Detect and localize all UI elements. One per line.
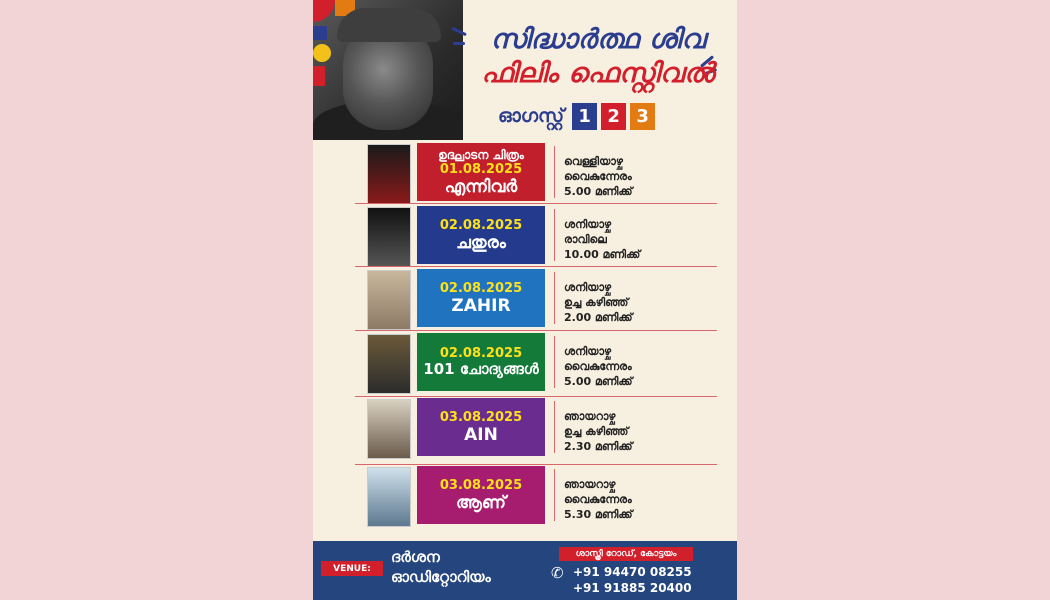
day-box-3: 3	[630, 103, 655, 130]
phone-number-1: +91 94470 08255	[573, 565, 692, 579]
festival-dates	[498, 102, 655, 130]
timing-line: ശനിയാഴ്ച	[564, 218, 612, 231]
venue-name-line1: ദർശന	[391, 548, 440, 566]
film-title-box	[417, 143, 545, 201]
film-date: 03.08.2025	[439, 409, 523, 425]
row-divider	[355, 266, 717, 267]
row-separator	[554, 401, 555, 453]
row-divider	[355, 464, 717, 465]
timing-line: ശനിയാഴ്ച	[564, 281, 612, 294]
row-divider	[355, 330, 717, 331]
film-date: 02.08.2025	[439, 217, 523, 233]
timing-line: വൈകുന്നേരം	[564, 360, 632, 373]
film-name: 101 ചോദ്യങ്ങൾ	[423, 360, 539, 378]
contact-phones	[573, 564, 692, 596]
row-separator	[554, 209, 555, 261]
timing-line: വെള്ളിയാഴ്ച	[564, 155, 623, 168]
film-timing	[564, 280, 724, 325]
film-date: 02.08.2025	[439, 280, 523, 296]
film-poster-thumbnail	[367, 467, 411, 527]
timing-line: ഞായറാഴ്ച	[564, 410, 616, 423]
timing-line: 5.00 മണിക്ക്	[564, 185, 633, 198]
poster-header	[313, 0, 737, 140]
timing-line: 5.30 മണിക്ക്	[564, 508, 633, 521]
phone-number-2: +91 91885 20400	[573, 581, 692, 595]
film-name: ആണ്	[456, 492, 506, 513]
film-timing	[564, 477, 724, 522]
timing-line: 2.00 മണിക്ക്	[564, 311, 633, 324]
film-name: AIN	[464, 424, 498, 445]
row-separator	[554, 336, 555, 388]
timing-line: വൈകുന്നേരം	[564, 170, 632, 183]
film-row	[313, 142, 737, 205]
film-timing	[564, 154, 724, 199]
row-separator	[554, 469, 555, 521]
film-row	[313, 465, 737, 528]
timing-line: ഉച്ച കഴിഞ്ഞ്	[564, 425, 629, 438]
row-separator	[554, 146, 555, 198]
film-timing	[564, 409, 724, 454]
timing-line: രാവിലെ	[564, 233, 607, 246]
film-row	[313, 268, 737, 331]
film-title-box	[417, 333, 545, 391]
film-date: 01.08.2025	[439, 161, 523, 177]
row-divider	[355, 396, 717, 397]
film-row	[313, 205, 737, 268]
film-title-box	[417, 206, 545, 264]
film-row	[313, 397, 737, 460]
day-box-2: 2	[601, 103, 626, 130]
festival-title-line1: സിദ്ധാർത്ഥ ശിവ	[490, 24, 706, 55]
decor-shape	[313, 26, 327, 40]
film-timing	[564, 217, 724, 262]
film-title-box	[417, 398, 545, 456]
film-poster-thumbnail	[367, 207, 411, 267]
timing-line: വൈകുന്നേരം	[564, 493, 632, 506]
venue-footer	[313, 541, 737, 600]
festival-title-line2: ഫിലിം ഫെസ്റ്റിവൽ	[481, 58, 715, 89]
decor-shape	[313, 0, 335, 22]
photo-cap	[337, 8, 441, 42]
venue-address: ശാസ്ത്രി റോഡ്, കോട്ടയം	[559, 547, 693, 561]
timing-line: ശനിയാഴ്ച	[564, 345, 612, 358]
film-name: എന്നിവർ	[444, 176, 518, 197]
festival-poster	[313, 0, 737, 600]
film-poster-thumbnail	[367, 334, 411, 394]
decor-shape	[313, 44, 331, 62]
film-tagline: ഉദ്ഘാടന ചിത്രം	[438, 147, 524, 162]
film-row	[313, 332, 737, 395]
film-name: ZAHIR	[451, 295, 511, 316]
decor-shape	[313, 66, 325, 86]
film-timing	[564, 344, 724, 389]
director-photo	[313, 0, 463, 140]
timing-line: ഞായറാഴ്ച	[564, 478, 616, 491]
film-poster-thumbnail	[367, 399, 411, 459]
film-title-box	[417, 269, 545, 327]
film-name: ചതുരം	[456, 232, 506, 253]
film-title-box	[417, 466, 545, 524]
timing-line: ഉച്ച കഴിഞ്ഞ്	[564, 296, 629, 309]
timing-line: 2.30 മണിക്ക്	[564, 440, 633, 453]
film-date: 02.08.2025	[439, 346, 523, 361]
venue-name	[391, 547, 551, 587]
venue-label: VENUE:	[321, 561, 383, 576]
row-separator	[554, 272, 555, 324]
timing-line: 10.00 മണിക്ക്	[564, 248, 641, 261]
row-divider	[355, 203, 717, 204]
timing-line: 5.00 മണിക്ക്	[564, 375, 633, 388]
venue-name-line2: ഓഡിറ്റോറിയം	[391, 568, 491, 586]
phone-icon: ✆	[551, 564, 564, 582]
day-box-1: 1	[572, 103, 597, 130]
month-label: ഓഗസ്റ്റ്	[498, 105, 565, 127]
film-poster-thumbnail	[367, 144, 411, 204]
film-date: 03.08.2025	[439, 477, 523, 493]
film-poster-thumbnail	[367, 270, 411, 330]
